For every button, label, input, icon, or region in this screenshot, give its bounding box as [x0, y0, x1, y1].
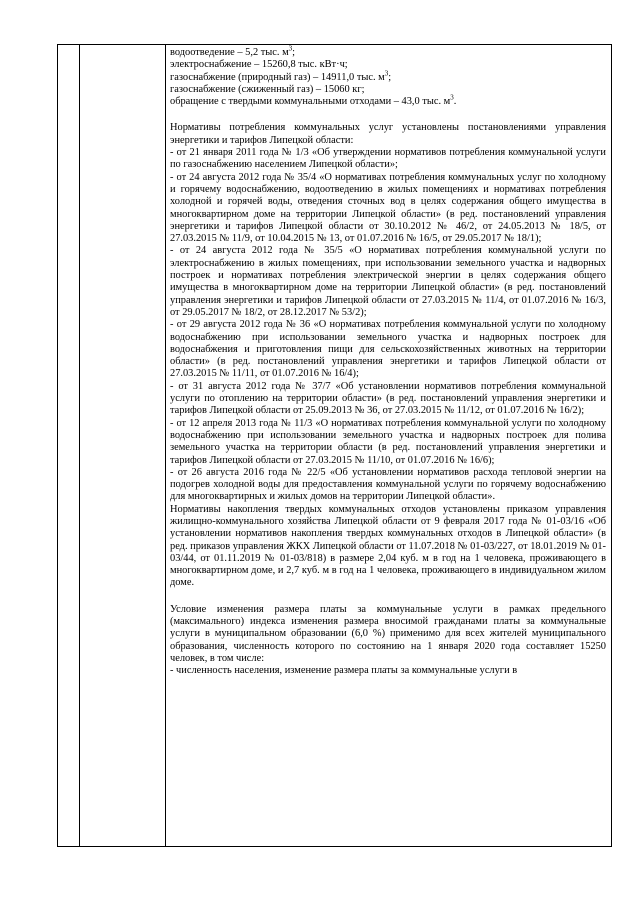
text-line: водоотведение – 5,2 тыс. $м^3$; [170, 44, 296, 58]
text-line: газоснабжение (природный газ) – 14911,0 тыс. $м^3$; [170, 69, 392, 83]
paragraph: - от 24 августа 2012 года № 35/5 «О нормативах потребления коммунальной услуги по электроснабжению в жилых помещениях, при использовании земельного участка и надворных построек и нормативах потребления электрической энергии в целях содержания общего имущества в многоквартирном доме на территории Липецкой области» (в ред. постановлений управления энергетики и тарифов Липецкой области от 27.03.2015 № 11/4, от 01.07.2016 № 16/3, от 29.05.2017 № 18/2, от 28.12.2017 № 53/2); [170, 245, 606, 318]
paragraph: Условие изменения размера платы за коммунальные услуги в рамках предельного (максимального) индекса изменения размера вносимой гражданами платы за коммунальные услуги в муниципальном образовании (6,0 %) применимо для всех жителей муниципального образования, численность которого по состоянию на 1 января 2020 года составляет 15250 человек, в том числе: [170, 603, 606, 664]
paragraph: - от 12 апреля 2013 года № 11/3 «О нормативах потребления коммунальной услуги по холодному водоснабжению при использовании земельного участка и надворных построек для полива земельного участка на территории области (в ред. постановлений управления энергетики и тарифов Липецкой области от 27.03.2015 № 11/10, от 01.07.2016 № 16/6); [170, 417, 606, 466]
table-cell-content [170, 44, 606, 678]
text-line: газоснабжение (сжиженный газ) – 15060 кг; [170, 83, 365, 95]
table-column-divider [79, 45, 80, 846]
text-line: электроснабжение – 15260,8 тыс. кВт·ч; [170, 59, 348, 71]
paragraph: Нормативы накопления твердых коммунальных отходов установлены приказом управления жилищно-коммунального хозяйства Липецкой области от 9 февраля 2017 года № 01-03/16 «Об установлении нормативов накопления твердых коммунальных отходов в Липецкой области» (в ред. приказов управления ЖКХ Липецкой области от 11.07.2018 № 01-03/227, от 18.01.2019 № 01-03/44, от 01.11.2019 № 01-03/818) в размере 2,04 куб. м в год на 1 человека, проживающего в многоквартирном доме, и 2,7 куб. м в год на 1 человека, проживающего в индивидуальном жилом доме. [170, 503, 606, 589]
paragraph: - от 24 августа 2012 года № 35/4 «О нормативах потребления коммунальных услуг по холодному и горячему водоснабжению, водоотведению в жилых помещениях и нормативах потребления холодной и горячей воды, отведения сточных вод в целях содержания общего имущества в многоквартирном доме на территории Липецкой области» (в ред. постановлений управления энергетики и тарифов Липецкой области от 30.10.2012 № 46/2, от 24.05.2013 № 18/5, от 27.03.2015 № 11/9, от 10.04.2015 № 13, от 01.07.2016 № 16/5, от 29.05.2017 № 18/1); [170, 171, 606, 245]
paragraph: Нормативы потребления коммунальных услуг установлены постановлениями управления энергетики и тарифов Липецкой области: [170, 122, 606, 146]
paragraph: - от 21 января 2011 года № 1/3 «Об утверждении нормативов потребления коммунальной услуги по газоснабжению населением Липецкой области»; [170, 147, 606, 171]
paragraph: - от 31 августа 2012 года № 37/7 «Об установлении нормативов потребления коммунальной услуги по отоплению на территории области» (в ред. постановлений управления энергетики и тарифов Липецкой области от 25.09.2013 № 36, от 27.03.2015 № 11/12, от 01.07.2016 № 16/2); [170, 380, 606, 417]
paragraph: - от 29 августа 2012 года № 36 «О нормативах потребления коммунальной услуги по холодному водоснабжению при использовании земельного участка и надворных построек для водоснабжения и приготовления пищи для сельскохозяйственных животных на территории области» (в ред. постановлений управления энергетики и тарифов Липецкой области от 27.03.2015 № 11/11, от 01.07.2016 № 16/4); [170, 319, 606, 380]
table-column-divider [165, 45, 166, 846]
paragraph: - численность населения, изменение размера платы за коммунальные услуги в [170, 665, 518, 677]
paragraph: - от 26 августа 2016 года № 22/5 «Об установлении нормативов расхода тепловой энергии на подогрев холодной воды для предоставления коммунальной услуги по горячему водоснабжению для многоквартирных и жилых домов на территории Липецкой области». [170, 466, 606, 503]
text-line: обращение с твердыми коммунальными отходами – 43,0 тыс. $м^3$. [170, 93, 457, 108]
